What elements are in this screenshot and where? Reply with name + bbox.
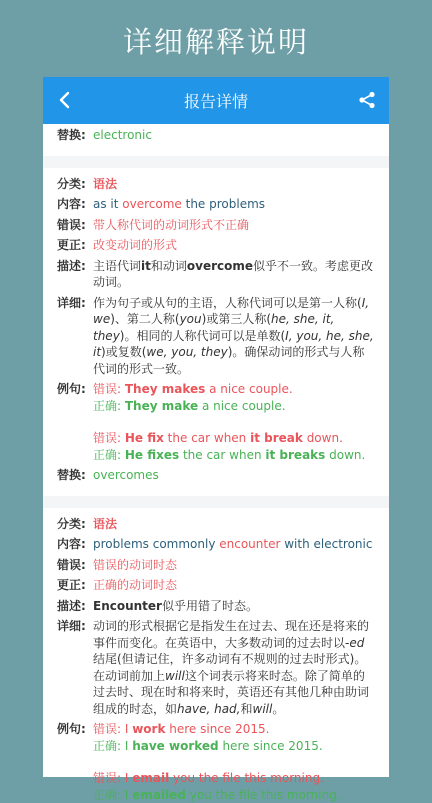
category-row <box>57 176 375 193</box>
error-row <box>57 217 375 234</box>
example-right: 正确: I have worked here since 2015. <box>93 738 375 755</box>
card-divider <box>43 496 389 508</box>
replace-value[interactable]: overcomes <box>93 467 375 484</box>
issue-card <box>57 168 375 496</box>
example-list <box>93 381 375 463</box>
content-row <box>57 536 375 553</box>
correct-value: 正确的动词时态 <box>93 577 375 594</box>
error-label: 错误: <box>57 557 93 574</box>
issue-card <box>57 508 375 803</box>
share-icon[interactable] <box>358 91 376 109</box>
describe-row <box>57 258 375 291</box>
category-label: 分类: <box>57 176 93 193</box>
describe-label: 描述: <box>57 258 93 291</box>
category-label: 分类: <box>57 516 93 533</box>
detail-value: 动词的形式根据它是指发生在过去、现在还是将来的事件而变化。在英语中，大多数动词的过去时以-ed结尾(但请记住，许多动词有不规则的过去时形式)。在动词前加上will这个词表示将来时态。除了简单的过去时、现在时和将来时，英语还有其他几种由助词组成的时态，如have, had,和will。 <box>93 618 375 717</box>
content-label: 内容: <box>57 536 93 553</box>
category-row <box>57 516 375 533</box>
content-label: 内容: <box>57 196 93 213</box>
phone-screen <box>43 77 389 777</box>
correct-row <box>57 577 375 594</box>
example-right: 正确: They make a nice couple. <box>93 398 375 415</box>
replace-label: 替换: <box>57 467 93 484</box>
replace-row <box>57 127 375 144</box>
correct-label: 更正: <box>57 577 93 594</box>
correct-label: 更正: <box>57 237 93 254</box>
example-wrong: 错误: I email you the file this morning. <box>93 770 375 787</box>
correct-row <box>57 237 375 254</box>
correct-value: 改变动词的形式 <box>93 237 375 254</box>
error-row <box>57 557 375 574</box>
app-bar <box>43 77 389 124</box>
category-value: 语法 <box>93 176 375 193</box>
example-right: 正确: I emailed you the file this morning. <box>93 787 375 803</box>
detail-value: 作为句子或从句的主语，人称代词可以是第一人称(I, we)、第二人称(you)或第三人称(he, she, it, they)。相同的人称代词可以是单数(I, you, he, she, it)或复数(we, you, they)。确保动词的形式与人称代词的形式一致。 <box>93 295 375 378</box>
example-label: 例句: <box>57 381 93 463</box>
replace-label: 替换: <box>57 127 93 144</box>
replace-value[interactable]: electronic <box>93 127 375 144</box>
category-value: 语法 <box>93 516 375 533</box>
error-label: 错误: <box>57 217 93 234</box>
example-row <box>57 721 375 803</box>
example-row <box>57 381 375 463</box>
promo-title: 详细解释说明 <box>0 0 432 80</box>
report-content <box>43 124 389 803</box>
content-value: problems commonly encounter with electronic <box>93 536 375 553</box>
detail-row <box>57 295 375 378</box>
example-wrong: 错误: He fix the car when it break down. <box>93 430 375 447</box>
page-title: 报告详情 <box>184 89 248 112</box>
describe-row <box>57 598 375 615</box>
card-divider <box>43 156 389 168</box>
detail-row <box>57 618 375 717</box>
error-value: 错误的动词时态 <box>93 557 375 574</box>
content-value: as it overcome the problems <box>93 196 375 213</box>
describe-value: 主语代词it和动词overcome似乎不一致。考虑更改动词。 <box>93 258 375 291</box>
describe-value: Encounter似乎用错了时态。 <box>93 598 375 615</box>
back-arrow-icon[interactable] <box>55 90 75 110</box>
example-right: 正确: He fixes the car when it breaks down. <box>93 447 375 464</box>
content-row <box>57 196 375 213</box>
example-wrong: 错误: I work here since 2015. <box>93 721 375 738</box>
describe-label: 描述: <box>57 598 93 615</box>
detail-label: 详细: <box>57 618 93 717</box>
example-label: 例句: <box>57 721 93 803</box>
error-value: 带人称代词的动词形式不正确 <box>93 217 375 234</box>
example-list <box>93 721 375 803</box>
replace-row <box>57 467 375 484</box>
detail-label: 详细: <box>57 295 93 378</box>
example-wrong: 错误: They makes a nice couple. <box>93 381 375 398</box>
